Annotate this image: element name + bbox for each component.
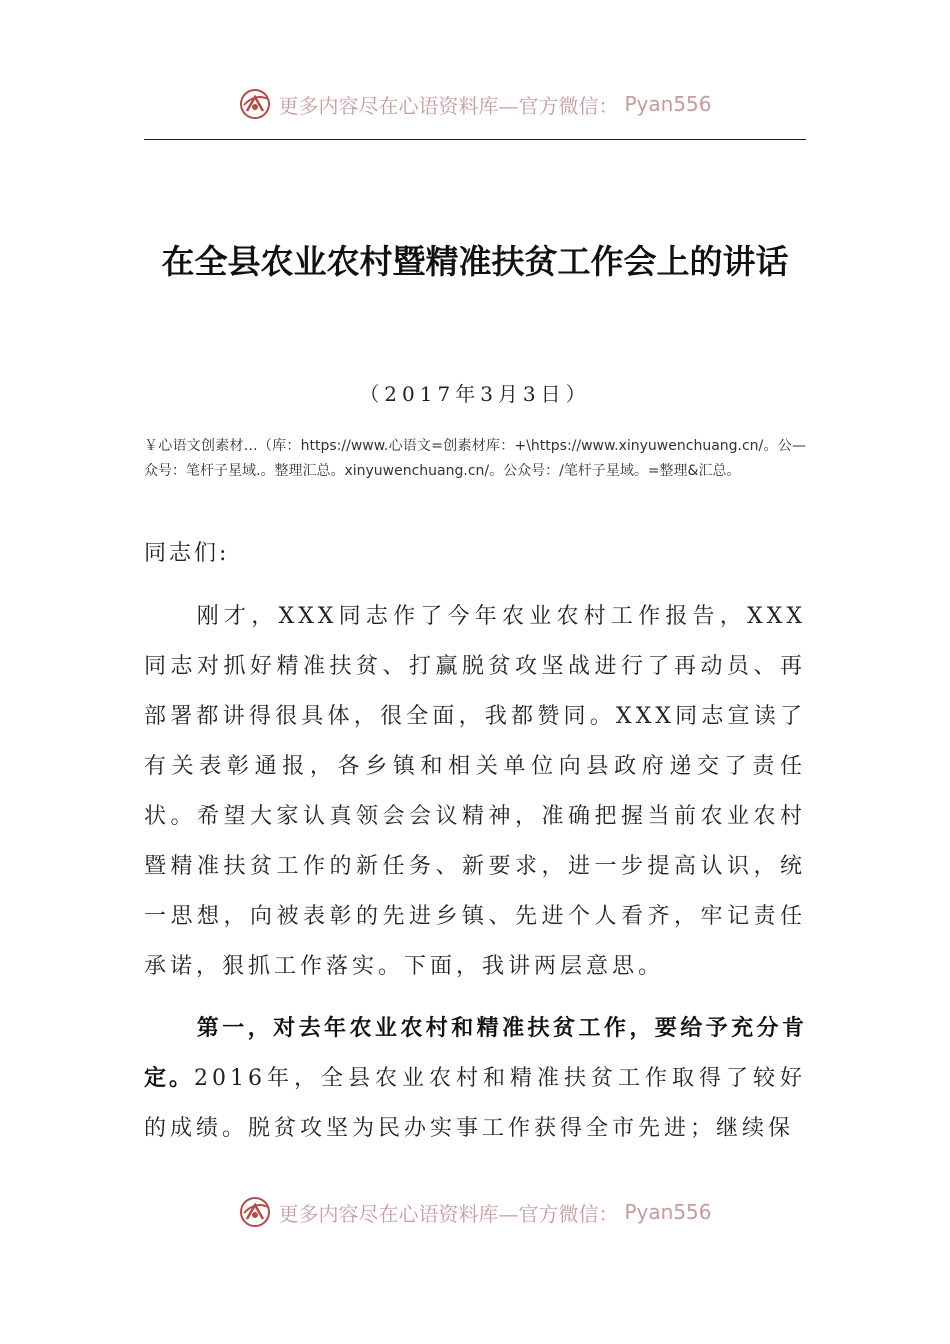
footer-banner	[0, 1192, 950, 1232]
banner-wechat-id: Pyan556	[624, 1200, 712, 1224]
source-note: ￥心语文创素材…（库：https://www.心语文=创素材库：+\https://www.xinyuwenchuang.cn/。公—众号：笔杆子星域.。整理汇总。xinyuwenchuang.cn/。公众号：/笔杆子星域。=整理&汇总。	[144, 438, 806, 479]
banner-text: 更多内容尽在心语资料库—官方微信：	[278, 1201, 619, 1226]
logo-icon	[238, 87, 272, 121]
document-title: 在全县农业农村暨精准扶贫工作会上的讲话	[161, 242, 789, 281]
salutation: 同志们:	[144, 541, 230, 566]
document-date: （2017年3月3日）	[359, 382, 591, 406]
paragraph-2	[144, 1004, 806, 1154]
paragraph-2-body: 2016年，全县农业农村和精准扶贫工作取得了较好的成绩。脱贫攻坚为民办实事工作获得全市先进；继续保	[144, 1066, 806, 1141]
header-banner	[0, 84, 950, 124]
banner-wechat-id: Pyan556	[624, 92, 712, 116]
header-divider	[144, 139, 806, 140]
paragraph-2-lead: 第一，对去年农业农村和精准扶贫工作，要给予充分肯定。	[144, 1016, 806, 1091]
paragraph-1: 刚才，XXX同志作了今年农业农村工作报告，XXX同志对抓好精准扶贫、打赢脱贫攻坚战进行了再动员、再部署都讲得很具体，很全面，我都赞同。XXX同志宣读了有关表彰通报，各乡镇和相关单位向县政府递交了责任状。希望大家认真领会会议精神，准确把握当前农业农村暨精准扶贫工作的新任务、新要求，进一步提高认识，统一思想，向被表彰的先进乡镇、先进个人看齐，牢记责任承诺，狠抓工作落实。下面，我讲两层意思。	[144, 604, 806, 979]
banner-text: 更多内容尽在心语资料库—官方微信：	[278, 93, 619, 118]
logo-icon	[238, 1195, 272, 1229]
